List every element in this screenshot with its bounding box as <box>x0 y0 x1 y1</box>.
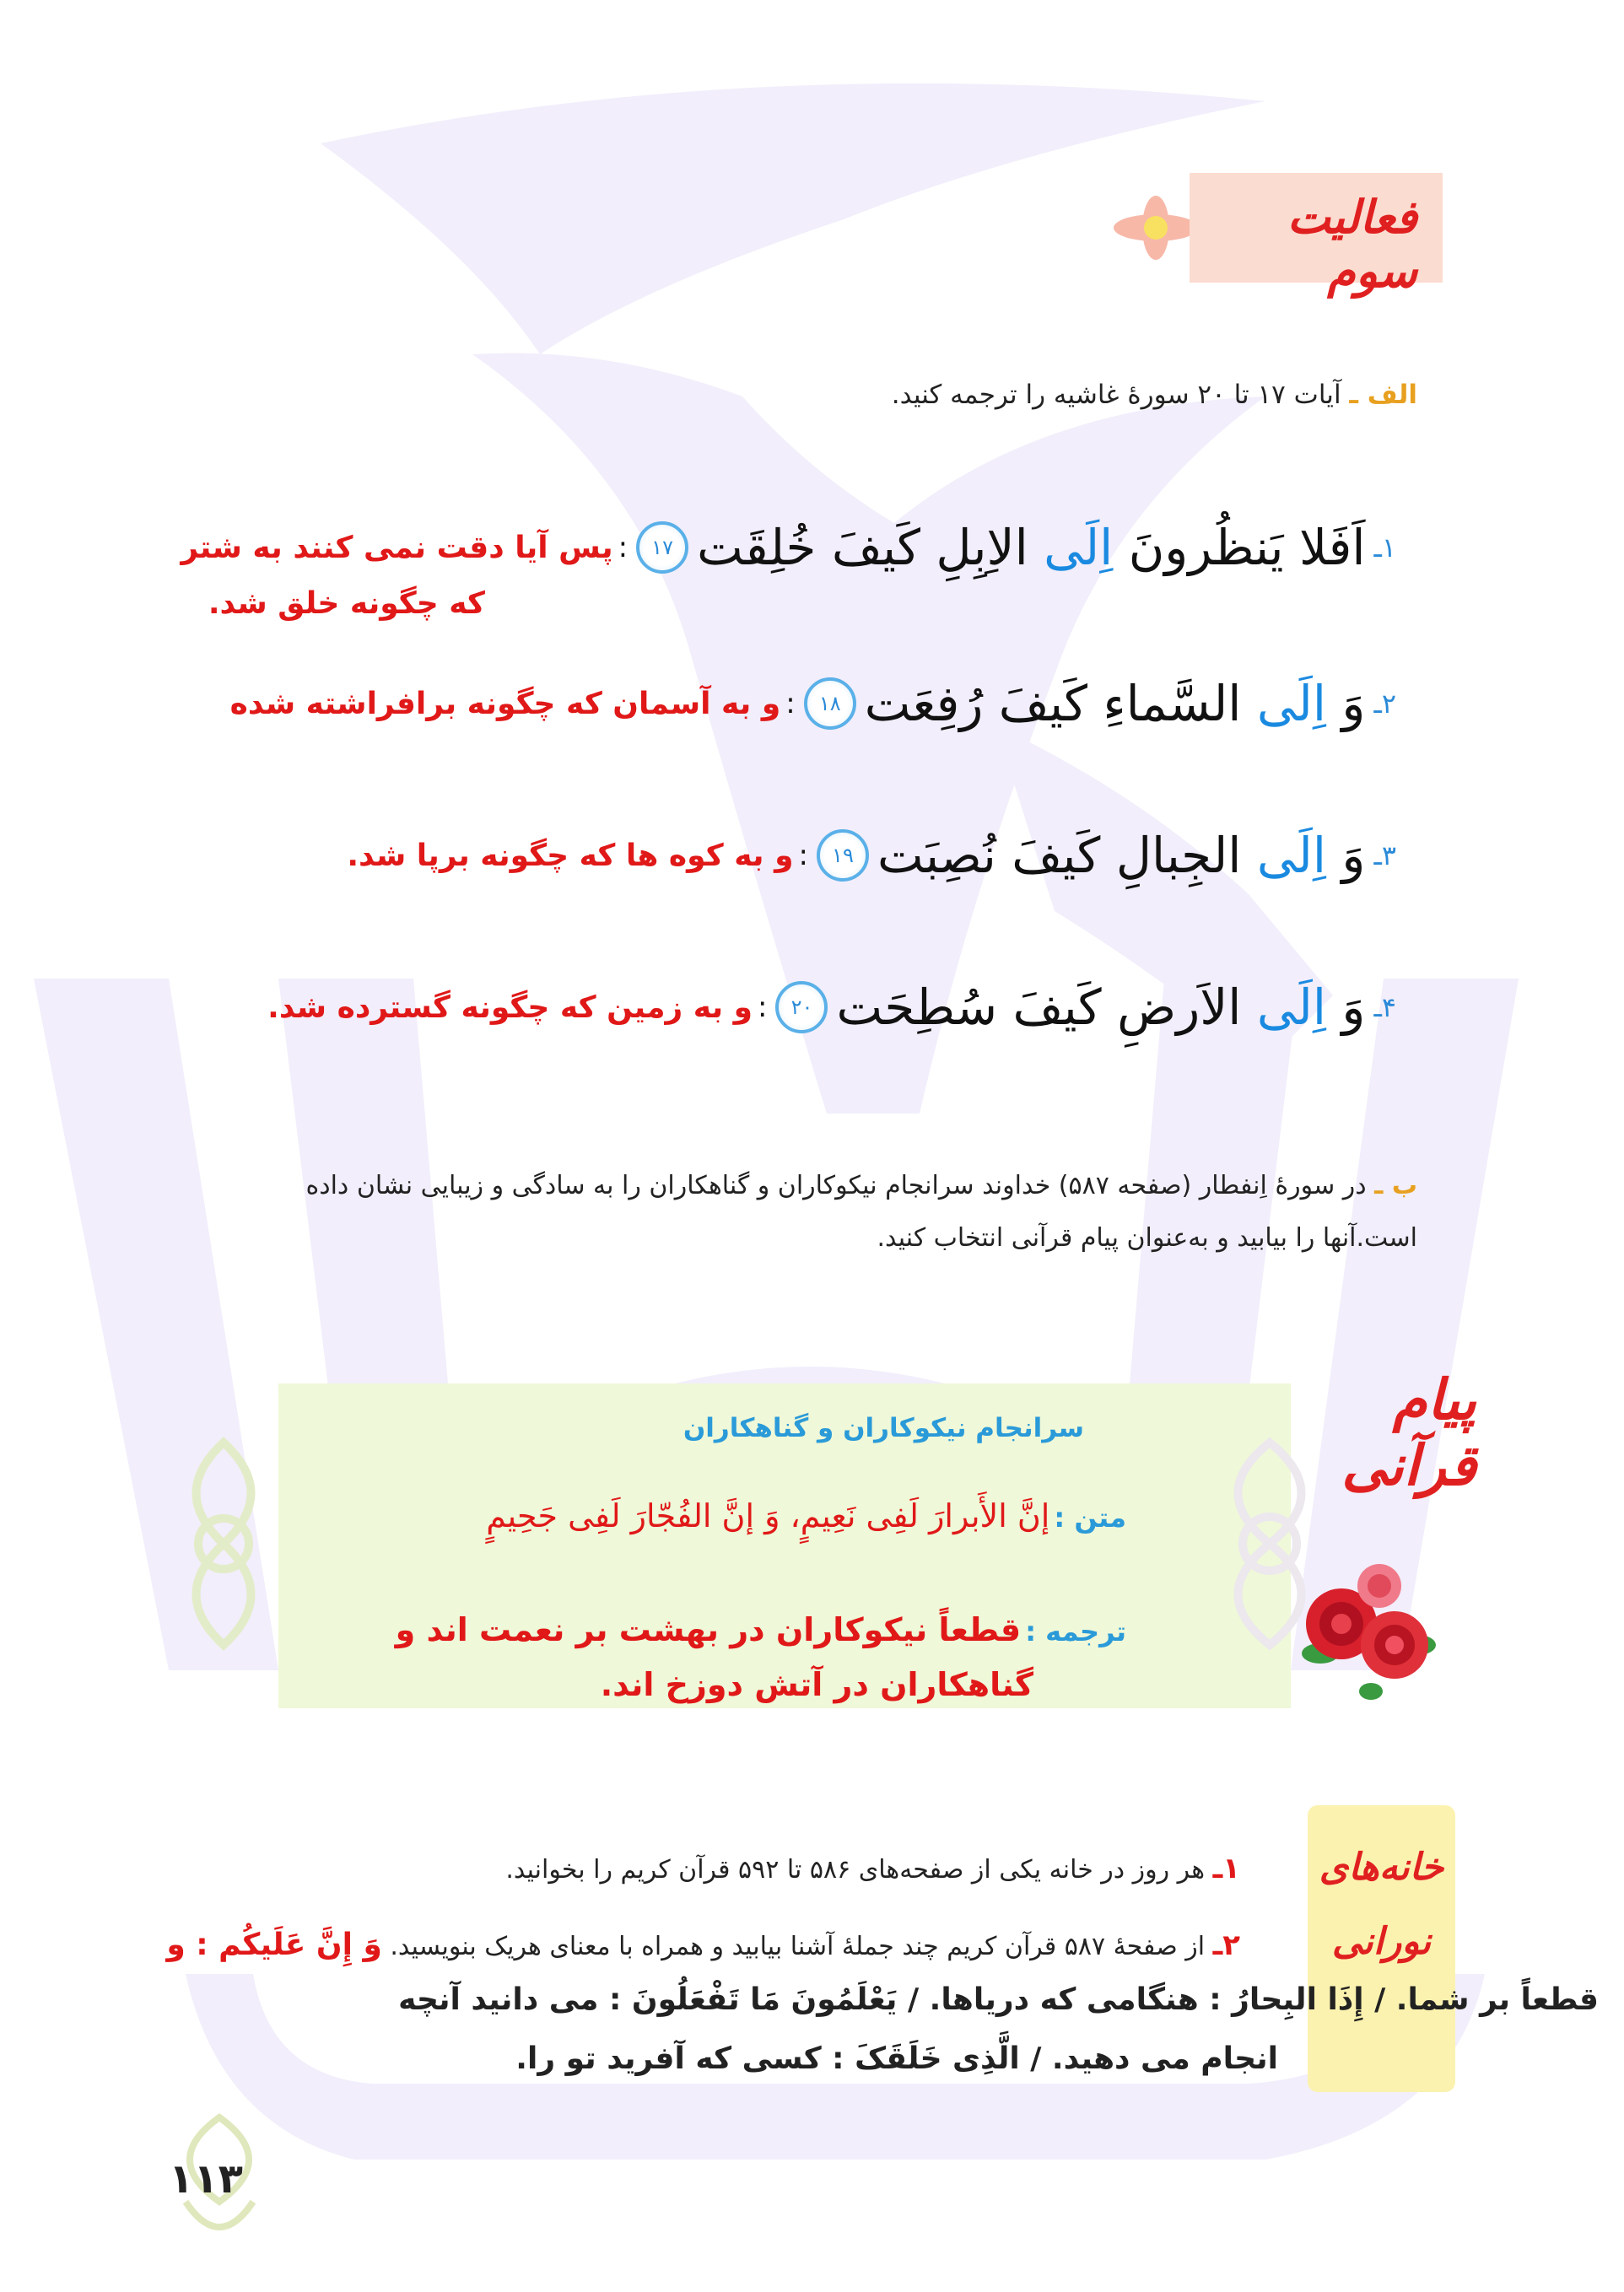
colon: : <box>618 531 629 564</box>
quran-message-badge-label: پیام قرآنی <box>1341 1367 1476 1498</box>
answer-text: وَ إِنَّ عَلَیکُم : و <box>166 1928 382 1962</box>
quran-message-text: إنَّ الأَبرارَ لَفِی نَعِیمٍ، وَ إنَّ الفُجّارَ لَفِی جَحِیمٍ <box>486 1497 1050 1534</box>
part-b-line-1: در سورۀ اِنفطار (صفحه ۵۸۷) خداوند سرانجام نیکوکاران و گناهکاران را به سادگی و زیبایی نشان داده <box>305 1171 1367 1200</box>
answer-line-3: انجام می دهید. / الَّذِی خَلَقَکَ : کسی که آفرید تو را. <box>515 2041 1278 2076</box>
verse-row-1 <box>181 519 1396 576</box>
ayah-number-badge: ۱۸ <box>804 677 856 730</box>
verse-text: اَفَلا یَنظُرونَ اِلَی الاِبِلِ کَیفَ خُلِقَت <box>697 519 1366 576</box>
quran-message-translation-continued: گناهکاران در آتش دوزخ اند. <box>600 1666 1033 1703</box>
quran-message-text-line <box>486 1497 1126 1534</box>
verse-number: ۱ـ <box>1373 531 1396 564</box>
part-a-instruction-line <box>892 380 1417 410</box>
activity-tab <box>1190 173 1443 298</box>
verse-text: وَ اِلَی الاَرضِ کَیفَ سُطِحَت <box>836 979 1366 1036</box>
part-a-instruction: آیات ۱۷ تا ۲۰ سورۀ غاشیه را ترجمه کنید. <box>891 380 1341 410</box>
verse-translation: و به کوه ها که چگونه برپا شد. <box>347 838 794 873</box>
item-number: ۱ـ <box>1212 1852 1240 1885</box>
part-b-paragraph <box>169 1160 1417 1265</box>
colon: : <box>798 839 808 872</box>
item-text: از صفحۀ ۵۸۷ قرآن کریم چند جملۀ آشنا بیابید و همراه با معنای هریک بنویسید. <box>390 1932 1206 1961</box>
ayah-number-badge: ۲۰ <box>775 981 828 1033</box>
nourani-item-1 <box>505 1852 1240 1885</box>
verse-number: ۳ـ <box>1373 839 1396 871</box>
verse-number: ۲ـ <box>1373 688 1396 720</box>
nourani-box <box>1308 1805 1455 2092</box>
verse-row-3 <box>347 827 1396 884</box>
verse-text: وَ اِلَی السَّماءِ کَیفَ رُفِعَت <box>864 675 1366 732</box>
verse-row-4 <box>267 979 1396 1036</box>
nourani-badge-label: خانه‌های نورانی <box>1319 1846 1444 1963</box>
activity-title: فعالیت سوم <box>1287 190 1417 298</box>
verse-translation: پس آیا دقت نمی کنند به شتر <box>181 530 613 565</box>
verse-row-2 <box>230 675 1396 732</box>
page-number: ۱۱۳ <box>169 2155 243 2203</box>
verse-translation: و به زمین که چگونه گسترده شد. <box>267 990 753 1025</box>
ayah-number-badge: ۱۷ <box>636 521 688 574</box>
part-b-marker: ب ـ <box>1374 1171 1417 1200</box>
arabesque-ornament-icon <box>160 1434 287 1653</box>
verse-number: ۴ـ <box>1373 991 1396 1023</box>
ayah-number-badge: ۱۹ <box>817 829 869 882</box>
verse-1-translation-continued: که چگونه خلق شد. <box>208 586 485 621</box>
translation-label: ترجمه : <box>1025 1615 1126 1648</box>
rose-flowers-icon <box>1295 1552 1438 1704</box>
activity-header <box>1088 173 1443 298</box>
part-a-marker: الف ـ <box>1349 380 1417 410</box>
text-label: متن : <box>1054 1502 1126 1534</box>
colon: : <box>758 990 768 1024</box>
answer-line-2: قطعاً بر شما. / إِذَا البِحارُ : هنگامی که دریاها. / یَعْلَمُونَ مَا تَفْعَلُونَ : می دانید آنچه <box>398 1982 1599 2017</box>
part-b-line-2: است.آنها را بیابید و به‌عنوان پیام قرآنی انتخاب کنید. <box>877 1223 1417 1253</box>
item-text: هر روز در خانه یکی از صفحه‌های ۵۸۶ تا ۵۹۲ قرآن کریم را بخوانید. <box>505 1855 1206 1885</box>
colon: : <box>785 687 796 720</box>
item-number: ۲ـ <box>1212 1928 1240 1962</box>
quran-message-translation-line <box>396 1611 1126 1648</box>
nourani-item-2 <box>166 1928 1240 1962</box>
verse-text: وَ اِلَی الجِبالِ کَیفَ نُصِبَت <box>877 827 1366 884</box>
quran-message-title: سرانجام نیکوکاران و گناهکاران <box>683 1413 1084 1443</box>
quran-message-translation: قطعاً نیکوکاران در بهشت بر نعمت اند و <box>395 1611 1022 1648</box>
verse-translation: و به آسمان که چگونه برافراشته شده <box>229 686 781 721</box>
